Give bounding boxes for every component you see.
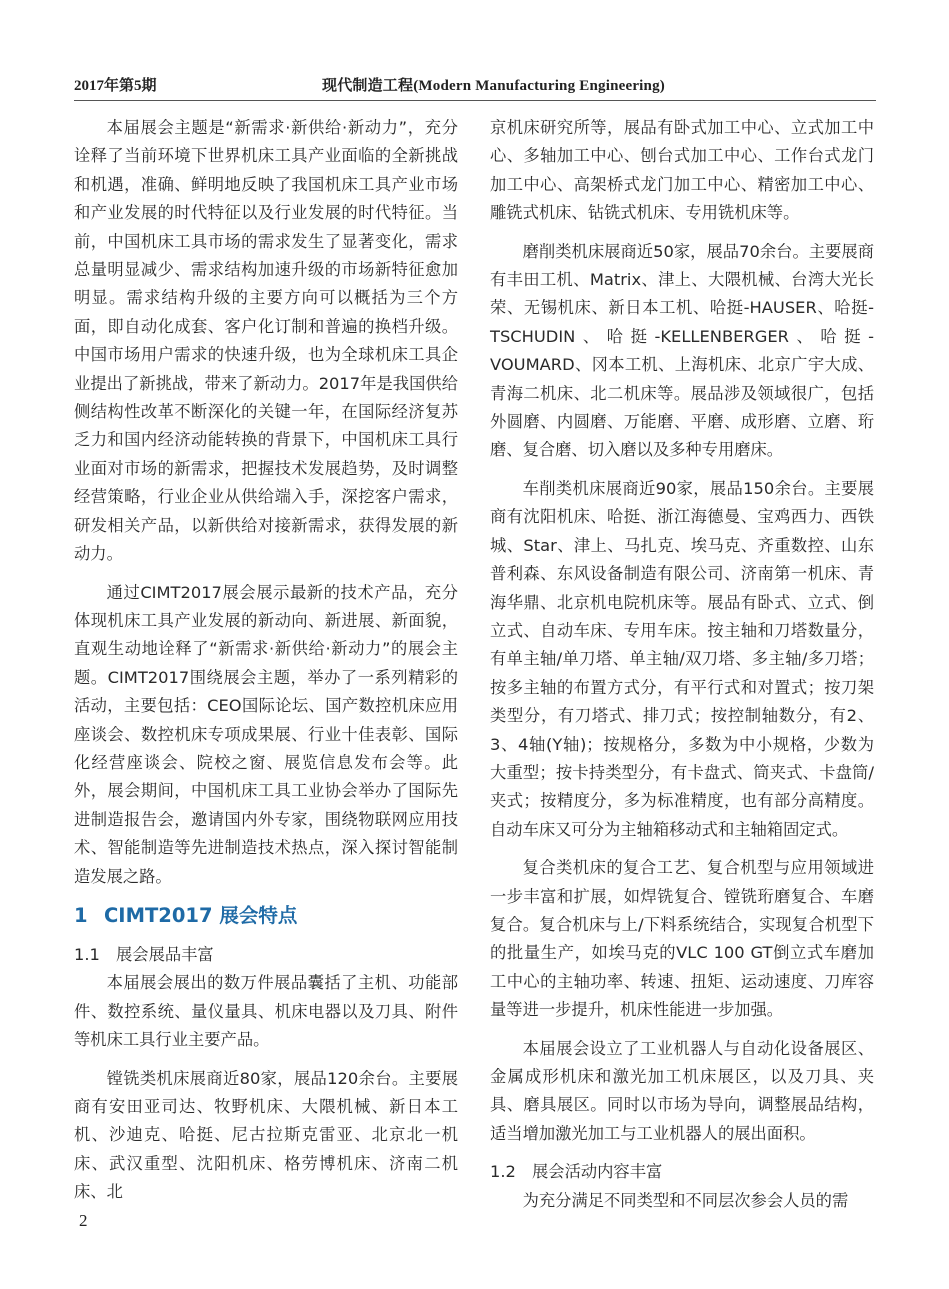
header-rule	[74, 100, 876, 101]
paragraph-theme: 本届展会主题是“新需求·新供给·新动力”，充分诠释了当前环境下世界机床工具产业面临的全新挑战和机遇，准确、鲜明地反映了我国机床工具产业市场和产业发展的时代特征以及行业发展的时代特征。当前，中国机床工具市场的需求发生了显著变化，需求总量明显减少、需求结构加速升级的市场新特征愈加明显。需求结构升级的主要方向可以概括为三个方面，即自动化成套、客户化订制和普遍的换档升级。中国市场用户需求的快速升级，也为全球机床工具企业提出了新挑战，带来了新动力。2017年是我国供给侧结构性改革不断深化的关键一年，在国际经济复苏乏力和国内经济动能转换的背景下，中国机床工具行业面对市场的新需求，把握技术发展趋势，及时调整经营策略，行业企业从供给端入手，深挖客户需求，研发相关产品，以新供给对接新需求，获得发展的新动力。	[74, 118, 458, 564]
running-header	[74, 72, 874, 98]
section-heading-1	[74, 901, 458, 931]
subsection-heading-1-1	[74, 941, 458, 969]
paragraph-boring-milling: 镗铣类机床展商近80家，展品120余台。主要展商有安田亚司达、牧野机床、大隈机械、新日本工机、沙迪克、哈挺、尼古拉斯克雷亚、北京北一机床、武汉重型、沈阳机床、格劳博机床、济南二机床、北	[74, 1068, 458, 1202]
right-column	[490, 114, 874, 1225]
section-number: 1	[74, 903, 88, 927]
subsection-title: 展会展品丰富	[116, 944, 214, 964]
paragraph-exhibit-areas: 本届展会设立了工业机器人与自动化设备展区、金属成形机床和激光加工机床展区，以及刀具、夹具、磨具展区。同时以市场为导向，调整展品结构，适当增加激光加工与工业机器人的展出面积。	[490, 1038, 874, 1143]
paragraph-turning: 车削类机床展商近90家，展品150余台。主要展商有沈阳机床、哈挺、浙江海德曼、宝鸡西力、西铁城、Star、津上、马扎克、埃马克、齐重数控、山东普利森、东风设备制造有限公司、济南第一机床、青海华鼎、北京机电院机床等。展品有卧式、立式、倒立式、自动车床、专用车床。按主轴和刀塔数量分，有单主轴/单刀塔、单主轴/双刀塔、多主轴/多刀塔；按多主轴的布置方式分，有平行式和对置式；按刀架类型分，有刀塔式、排刀式；按控制轴数分，有2、3、4轴(Y轴)；按规格分，多数为中小规格，少数为大重型；按卡持类型分，有卡盘式、筒夹式、卡盘筒/夹式；按精度分，多为标准精度，也有部分高精度。自动车床又可分为主轴箱移动式和主轴箱固定式。	[490, 478, 874, 839]
issue-label: 2017年第5期	[74, 78, 157, 94]
section-title: CIMT2017 展会特点	[104, 903, 298, 927]
paragraph-grinding: 磨削类机床展商近50家，展品70余台。主要展商有丰田工机、Matrix、津上、大隈机械、台湾大光长荣、无锡机床、新日本工机、哈挺-HAUSER、哈挺-TSCHUDIN、哈挺-KELLENBERGER、哈挺-VOUMARD、冈本工机、上海机床、北京广宇大成、青海二机床、北二机床等。展品涉及领域很广，包括外圆磨、内圆磨、万能磨、平磨、成形磨、立磨、珩磨、复合磨、切入磨以及多种专用磨床。	[490, 241, 874, 460]
subsection-title: 展会活动内容丰富	[532, 1162, 663, 1182]
subsection-heading-1-2	[490, 1158, 874, 1186]
paragraph-compound: 复合类机床的复合工艺、复合机型与应用领域进一步丰富和扩展，如焊铣复合、镗铣珩磨复合、车磨复合。复合机床与上/下料系统结合，实现复合机型下的批量生产，如埃马克的VLC 100 GT倒立式车磨加工中心的主轴功率、转速、扭矩、运动速度、刀库容量等进一步提升，机床性能进一步加强。	[490, 858, 874, 1020]
subsection-number: 1.2	[490, 1162, 516, 1182]
paragraph-boring-milling-cont: 京机床研究所等，展品有卧式加工中心、立式加工中心、多轴加工中心、刨台式加工中心、工作台式龙门加工中心、高架桥式龙门加工中心、精密加工中心、雕铣式机床、钻铣式机床、专用铣机床等。	[490, 118, 874, 223]
left-column	[74, 114, 458, 1217]
page-number: 2	[79, 1211, 88, 1230]
subsection-number: 1.1	[74, 944, 100, 964]
paragraph-activities: 为充分满足不同类型和不同层次参会人员的需	[522, 1190, 849, 1210]
paragraph-exhibits: 本届展会展出的数万件展品囊括了主机、功能部件、数控系统、量仪量具、机床电器以及刀具、附件等机床工具行业主要产品。	[74, 973, 458, 1050]
journal-title: 现代制造工程(Modern Manufacturing Engineering)	[322, 78, 665, 94]
paragraph-cimt-activities: 通过CIMT2017展会展示最新的技术产品，充分体现机床工具产业发展的新动向、新进展、新面貌，直观生动地诠释了“新需求·新供给·新动力”的展会主题。CIMT2017围绕展会主题，举办了一系列精彩的活动，主要包括：CEO国际论坛、国产数控机床应用座谈会、数控机床专项成果展、行业十佳表彰、国际化经营座谈会、院校之窗、展览信息发布会等。此外，展会期间，中国机床工具工业协会举办了国际先进制造报告会，邀请国内外专家，围绕物联网应用技术、智能制造等先进制造技术热点，深入探讨智能制造发展之路。	[74, 582, 458, 886]
